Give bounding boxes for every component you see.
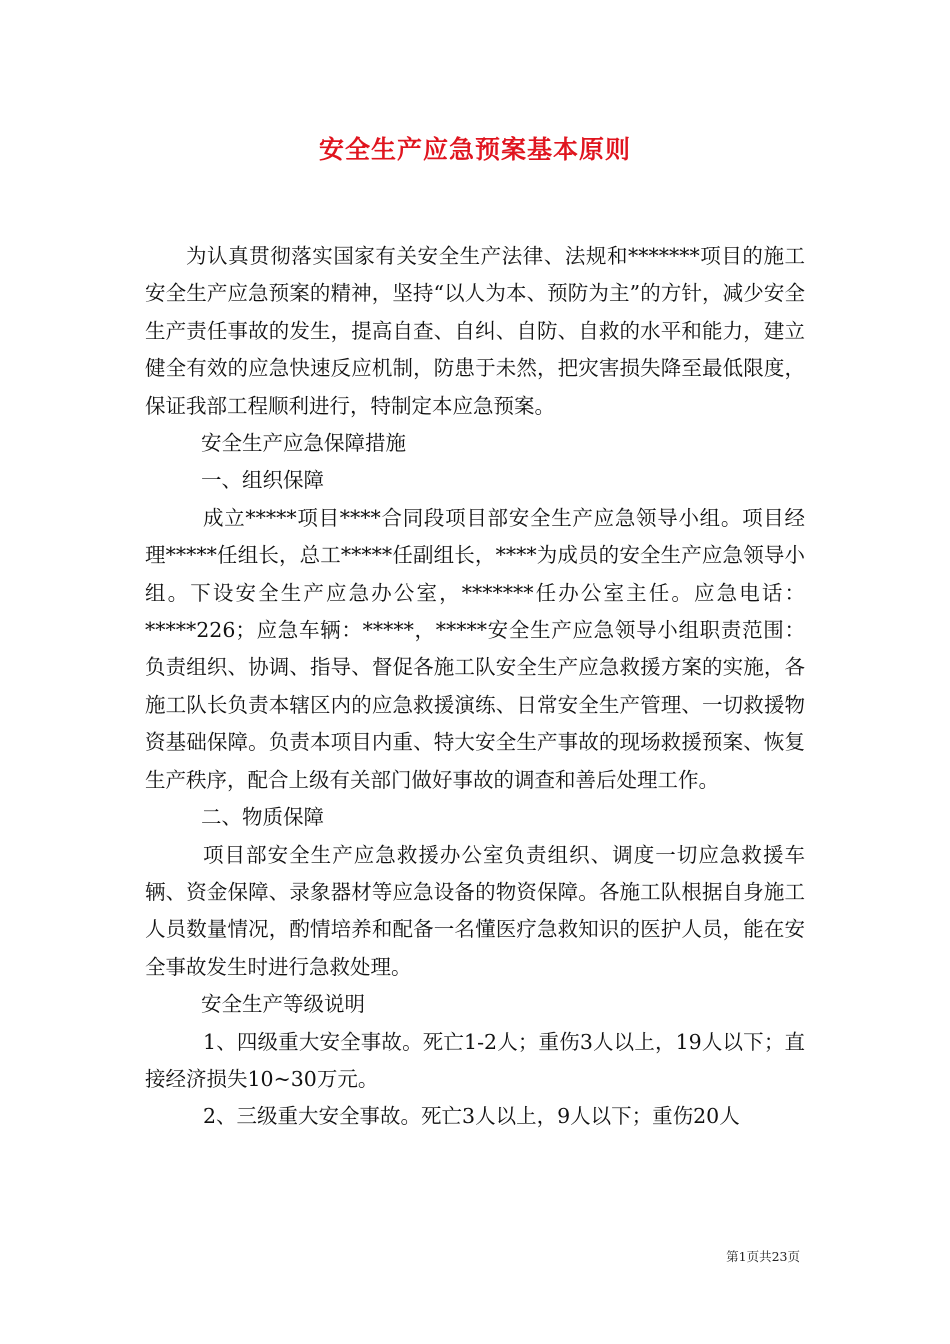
section-heading-organization: 一、组织保障	[201, 468, 324, 493]
intro-paragraph: 为认真贯彻落实国家有关安全生产法律、法规和*******项目的施工安全生产应急预案的精神，坚持“以人为本、预防为主”的方针，减少安全生产责任事故的发生，提高自查、自纠、自防、自救的水平和能力，建立健全有效的应急快速反应机制，防患于未然，把灾害损失降至最低限度，保证我部工程顺利进行，特制定本应急预案。	[145, 244, 805, 418]
section-heading-safety-measures: 安全生产应急保障措施	[201, 431, 406, 456]
organization-paragraph: 成立*****项目****合同段项目部安全生产应急领导小组。项目经理*****任组长，总工*****任副组长，****为成员的安全生产应急领导小组。下设安全生产应急办公室，*******任办公室主任。应急电话：*****226；应急车辆：*****，*****安全生产应急领导小组职责范围：负责组织、协调、指导、督促各施工队安全生产应急救援方案的实施，各施工队长负责本辖区内的应急救援演练、日常安全生产管理、一切救援物资基础保障。负责本项目内重、特大安全生产事故的现场救援预案、恢复生产秩序，配合上级有关部门做好事故的调查和善后处理工作。	[145, 505, 805, 792]
section-heading-levels: 安全生产等级说明	[201, 992, 365, 1017]
document-body	[145, 238, 805, 1136]
section-heading-material: 二、物质保障	[201, 805, 324, 830]
level-item-3: 2、三级重大安全事故。死亡3人以上，9人以下；重伤20人	[203, 1104, 740, 1129]
material-paragraph: 项目部安全生产应急救援办公室负责组织、调度一切应急救援车辆、资金保障、录象器材等应急设备的物资保障。各施工队根据自身施工人员数量情况，酌情培养和配备一名懂医疗急救知识的医护人员，能在安全事故发生时进行急救处理。	[145, 842, 805, 979]
page-number: 第1页共23页	[726, 1249, 800, 1264]
level-item-4: 1、四级重大安全事故。死亡1-2人；重伤3人以上，19人以下；直接经济损失10~30万元。	[145, 1029, 805, 1091]
document-title: 安全生产应急预案基本原则	[318, 135, 631, 164]
